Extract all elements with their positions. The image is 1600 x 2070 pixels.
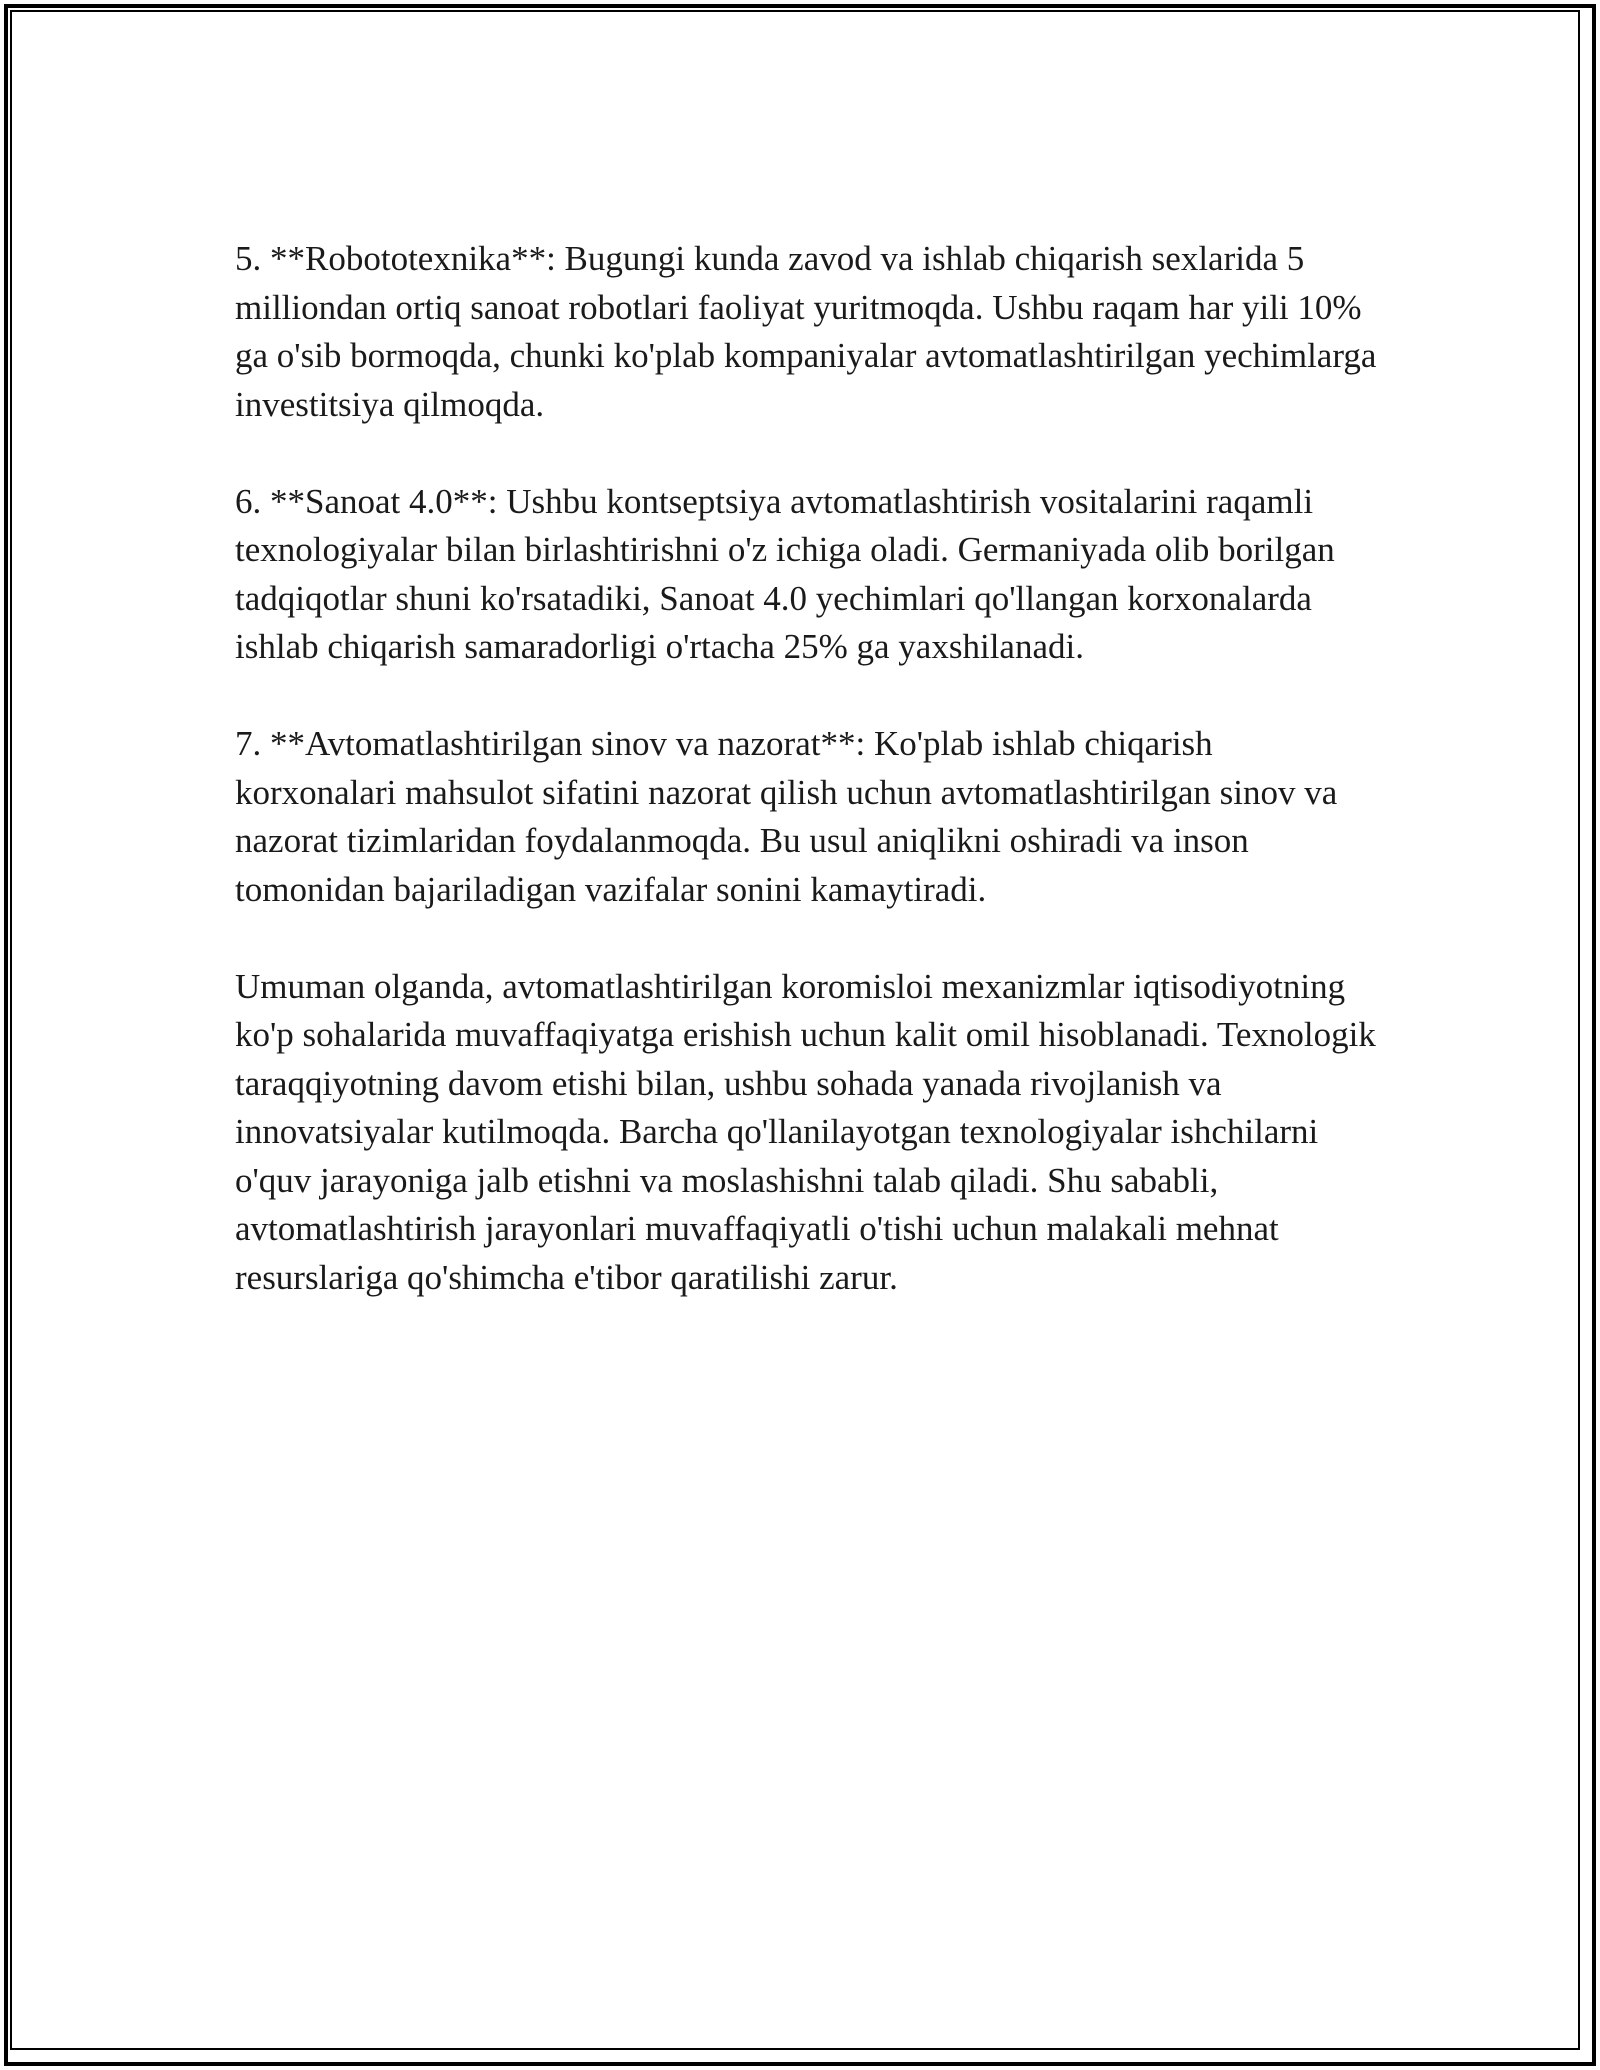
- paragraph-sanoat-4-0: 6. **Sanoat 4.0**: Ushbu kontseptsiya avtomatlashtirish vositalarini raqamli texnologiyalar bilan birlashtirishni o'z ichiga oladi. Germaniyada olib borilgan tadqiqotlar shuni ko'rsatadiki, Sanoat 4.0 yechimlari qo'llangan korxonalarda ishlab chiqarish samaradorligi o'rtacha 25% ga yaxshilanadi.: [235, 481, 1335, 666]
- document-body: [235, 235, 1380, 1351]
- paragraph-conclusion: Umuman olganda, avtomatlashtirilgan koromisloi mexanizmlar iqtisodiyotning ko'p sohalarida muvaffaqiyatga erishish uchun kalit omil hisoblanadi. Texnologik taraqqiyotning davom etishi bilan, ushbu sohada yanada rivojlanish va innovatsiyalar kutilmoqda. Barcha qo'llanilayotgan texnologiyalar ishchilarni o'quv jarayoniga jalb etishni va moslashishni talab qiladi. Shu sababli, avtomatlashtirish jarayonlari muvaffaqiyatli o'tishi uchun malakali mehnat resurslariga qo'shimcha e'tibor qaratilishi zarur.: [235, 966, 1376, 1297]
- paragraph-robototexnika: 5. **Robototexnika**: Bugungi kunda zavod va ishlab chiqarish sexlarida 5 milliondan ortiq sanoat robotlari faoliyat yuritmoqda. Ushbu raqam har yili 10% ga o'sib bormoqda, chunki ko'plab kompaniyalar avtomatlashtirilgan yechimlarga investitsiya qilmoqda.: [235, 239, 1377, 424]
- paragraph-avtomatlashtirilgan-sinov: 7. **Avtomatlashtirilgan sinov va nazorat**: Ko'plab ishlab chiqarish korxonalari mahsulot sifatini nazorat qilish uchun avtomatlashtirilgan sinov va nazorat tizimlaridan foydalanmoqda. Bu usul aniqlikni oshiradi va inson tomonidan bajariladigan vazifalar sonini kamaytiradi.: [235, 724, 1338, 909]
